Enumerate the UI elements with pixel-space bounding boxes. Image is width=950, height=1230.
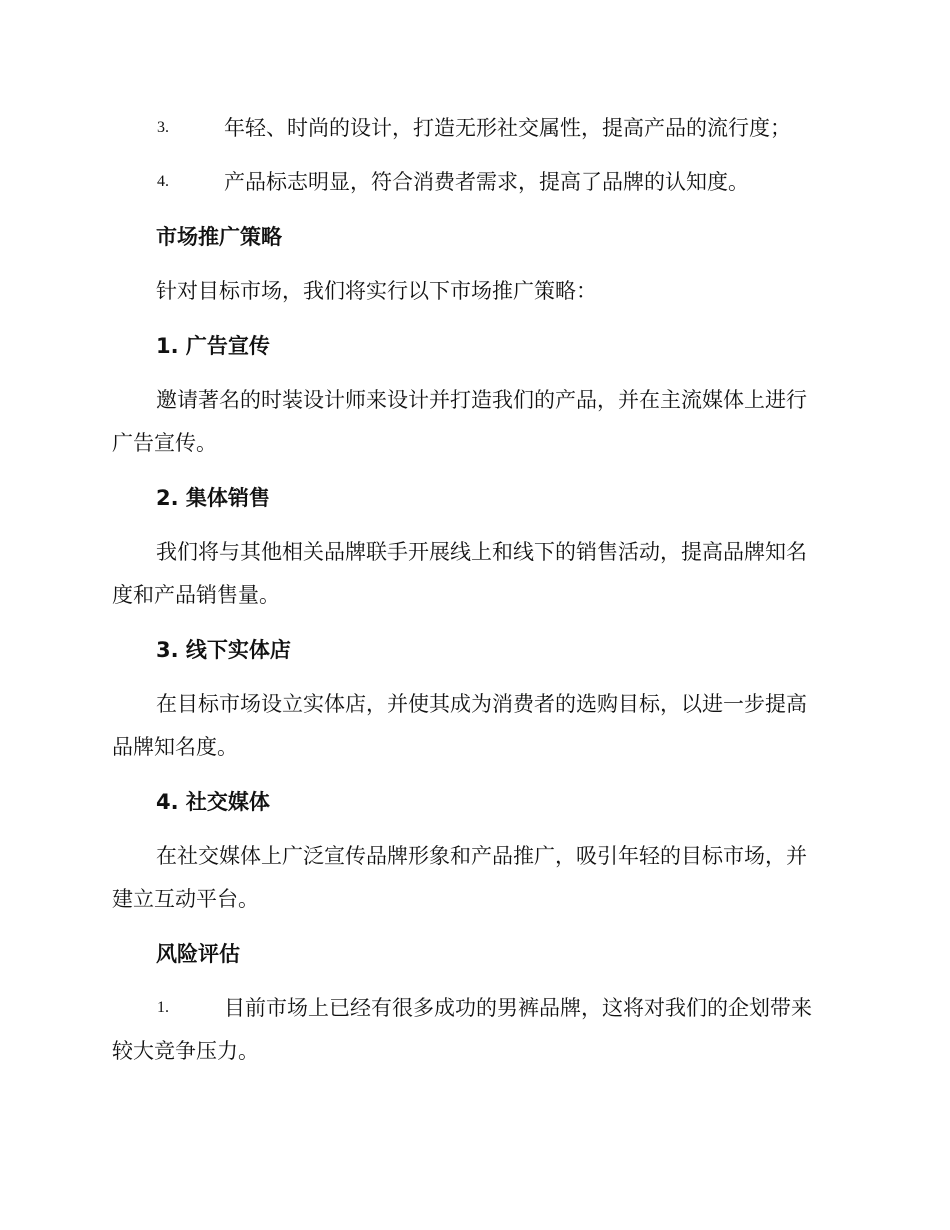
risk-item-1-line-2: 较大竞争压力。 bbox=[112, 1039, 259, 1063]
list-number: 1. bbox=[157, 999, 169, 1016]
strategy-4-paragraph-line-2: 建立互动平台。 bbox=[112, 887, 259, 911]
list-text: 目前市场上已经有很多成功的男裤品牌，这将对我们的企划带来 bbox=[224, 996, 812, 1020]
strategy-4-paragraph-line-1: 在社交媒体上广泛宣传品牌形象和产品推广，吸引年轻的目标市场，并 bbox=[156, 844, 807, 868]
list-number: 4. bbox=[157, 173, 169, 190]
strategy-heading-2: 2. 集体销售 bbox=[156, 486, 270, 510]
strategy-3-paragraph-line-2: 品牌知名度。 bbox=[112, 735, 238, 759]
strategy-heading-4: 4. 社交媒体 bbox=[156, 790, 270, 814]
strategy-heading-3: 3. 线下实体店 bbox=[156, 638, 291, 662]
strategy-1-paragraph-line-2: 广告宣传。 bbox=[112, 431, 217, 455]
marketing-intro: 针对目标市场，我们将实行以下市场推广策略： bbox=[156, 279, 597, 303]
strategy-heading-1: 1. 广告宣传 bbox=[156, 334, 270, 358]
section-heading-risk: 风险评估 bbox=[156, 942, 240, 966]
strategy-2-paragraph-line-2: 度和产品销售量。 bbox=[112, 583, 280, 607]
list-text: 产品标志明显，符合消费者需求，提高了品牌的认知度。 bbox=[224, 170, 749, 194]
list-number: 3. bbox=[157, 119, 169, 136]
strategy-3-paragraph-line-1: 在目标市场设立实体店，并使其成为消费者的选购目标，以进一步提高 bbox=[156, 692, 807, 716]
strategy-2-paragraph-line-1: 我们将与其他相关品牌联手开展线上和线下的销售活动，提高品牌知名 bbox=[156, 540, 807, 564]
list-text: 年轻、时尚的设计，打造无形社交属性，提高产品的流行度； bbox=[224, 116, 791, 140]
section-heading-marketing: 市场推广策略 bbox=[156, 225, 282, 249]
strategy-1-paragraph-line-1: 邀请著名的时装设计师来设计并打造我们的产品，并在主流媒体上进行 bbox=[156, 388, 807, 412]
